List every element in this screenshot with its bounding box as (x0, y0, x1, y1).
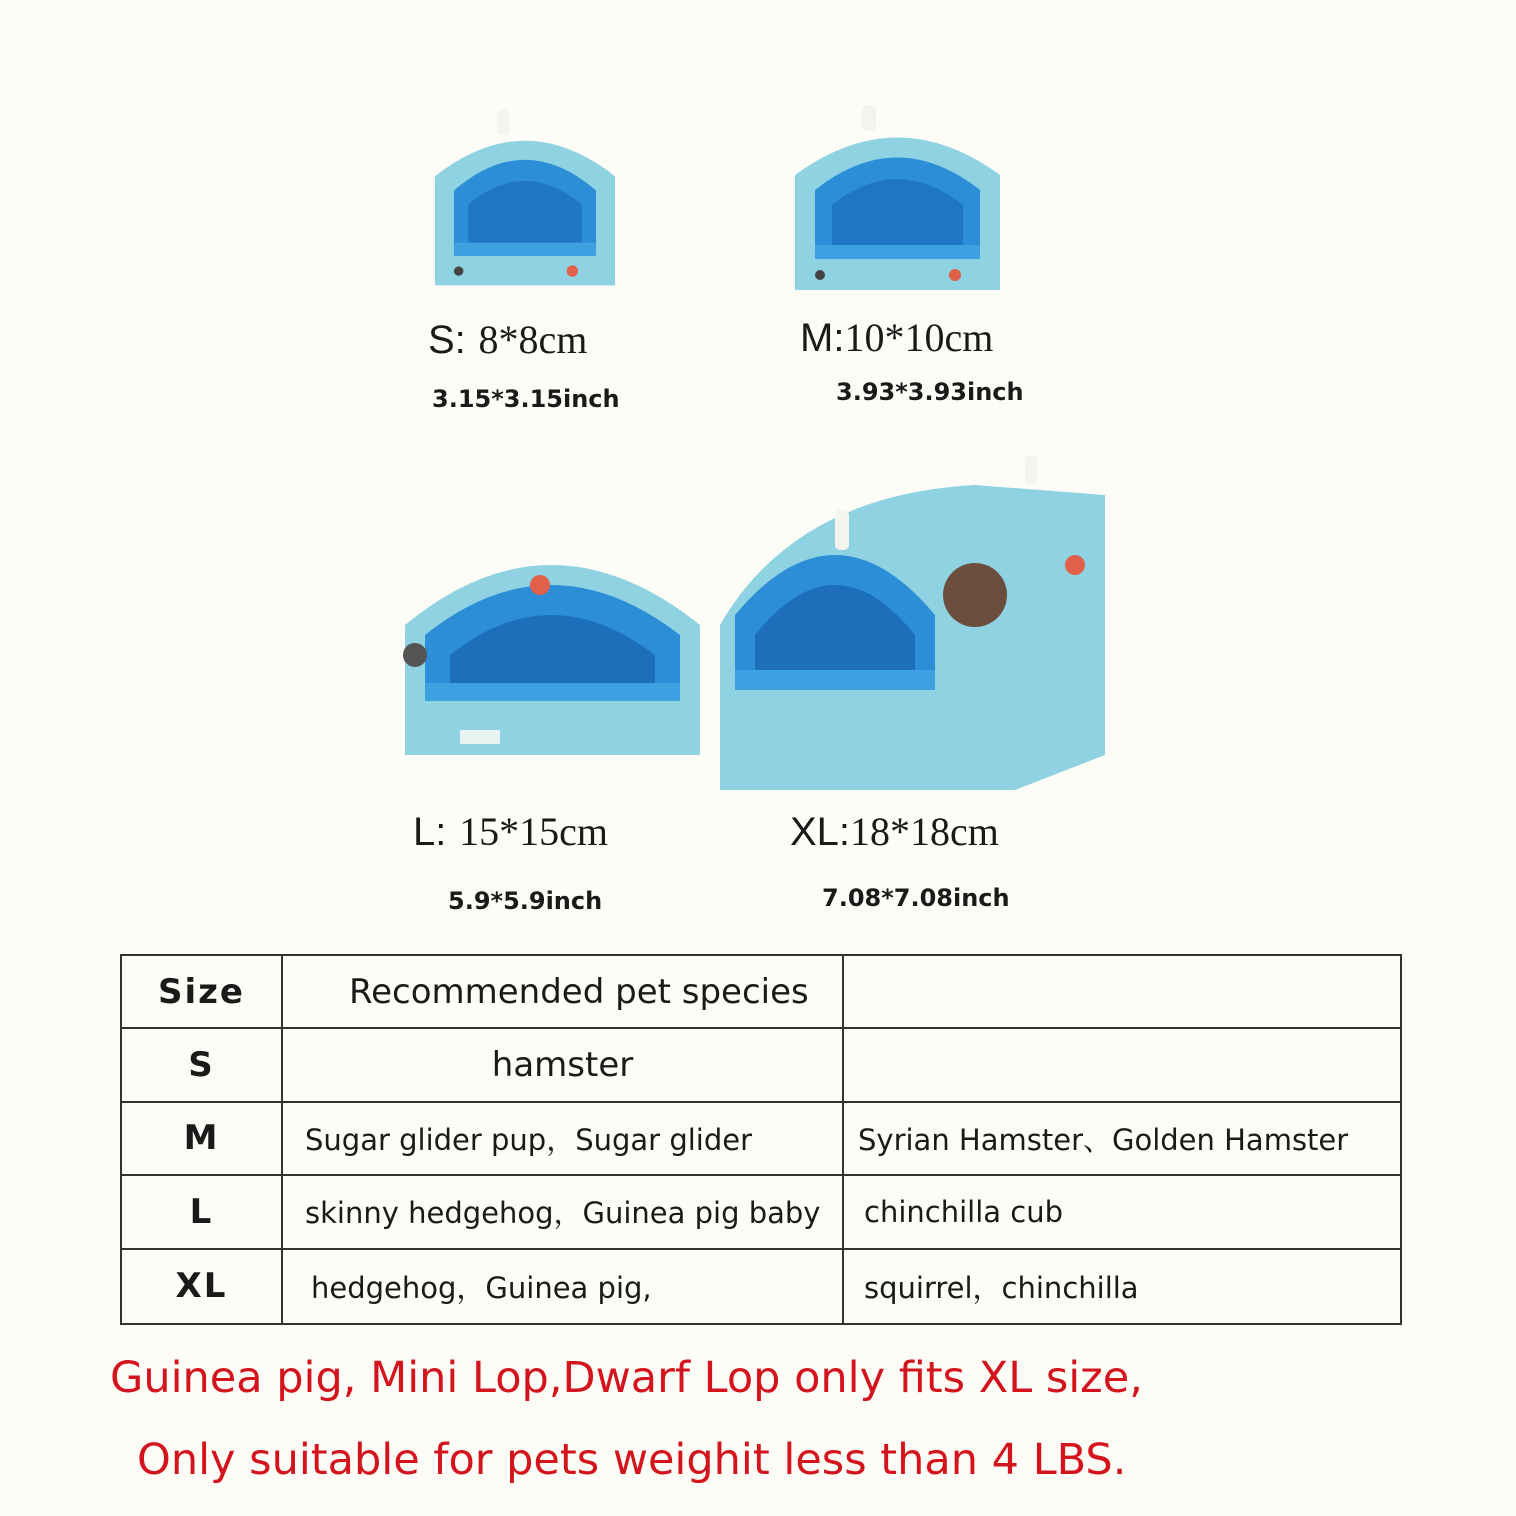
table-cell-species: hamster (283, 1029, 844, 1102)
table-cell-species-extra: chinchilla cub (844, 1176, 1400, 1249)
table-header-extra (844, 956, 1400, 1029)
size-caption-s (428, 317, 588, 362)
table-header-species: Recommended pet species (283, 956, 844, 1029)
size-inch-m: 3.93*3.93inch (836, 378, 1024, 406)
table-cell-species-extra: Syrian Hamster、Golden Hamster (844, 1103, 1400, 1176)
pet-house-image-xl (715, 455, 1110, 795)
fit-note: Guinea pig, Mini Lop,Dwarf Lop only fits XL size, (110, 1353, 1143, 1403)
size-cm: 15*15cm (459, 809, 608, 854)
table-cell-species: skinny hedgehog，Guinea pig baby (283, 1176, 844, 1249)
table-cell-species-extra: squirrel，chinchilla (864, 1270, 1139, 1305)
table-cell-species: hedgehog，Guinea pig, (283, 1250, 844, 1323)
size-label: S: (428, 318, 466, 362)
pet-house-image-m (790, 105, 1005, 295)
size-caption-l (413, 809, 608, 854)
table-cell-species: Sugar glider pup，Sugar glider (283, 1103, 844, 1176)
size-label: M: (800, 316, 845, 360)
size-cm: 8*8cm (478, 317, 588, 362)
size-caption-xl (790, 809, 999, 854)
table-cell-size: XL (122, 1250, 283, 1323)
weight-note: Only suitable for pets weighit less than 4 LBS. (137, 1435, 1127, 1485)
size-cm: 18*18cm (850, 809, 999, 854)
pet-house-image-l (400, 515, 705, 760)
size-cm: 10*10cm (844, 315, 994, 360)
table-cell-size: L (122, 1176, 283, 1249)
table-cell-species-extra (844, 1029, 1400, 1102)
table-header-size: Size (122, 956, 283, 1029)
pet-house-image-s (430, 110, 620, 290)
size-inch-xl: 7.08*7.08inch (822, 884, 1010, 912)
size-inch-l: 5.9*5.9inch (448, 887, 603, 915)
table-cell-size: S (122, 1029, 283, 1102)
size-label: XL: (790, 810, 851, 854)
size-caption-m (800, 315, 994, 360)
table-cell-size: M (122, 1103, 283, 1176)
size-table (120, 954, 1402, 1325)
size-inch-s: 3.15*3.15inch (432, 385, 620, 413)
size-label: L: (413, 810, 447, 854)
